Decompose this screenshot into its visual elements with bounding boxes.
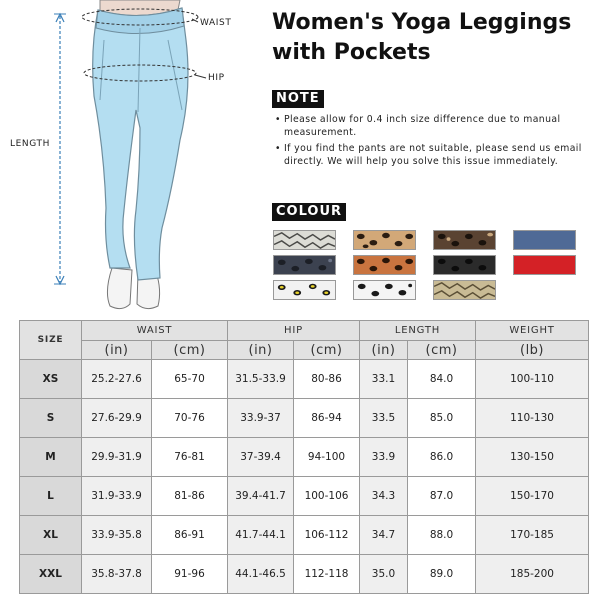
swatch-leopard-dark[interactable]: [433, 230, 496, 250]
table-cell: 31.5-33.9: [228, 360, 294, 399]
table-cell: 33.9-35.8: [82, 516, 152, 555]
table-row: [20, 477, 589, 516]
waist-header: WAIST: [82, 321, 228, 341]
note-item: [275, 142, 590, 168]
size-chart: [19, 320, 588, 593]
table-cell: 70-76: [152, 399, 228, 438]
swatch-leopard-black[interactable]: [433, 255, 496, 275]
swatch-red[interactable]: [513, 255, 576, 275]
table-cell: 87.0: [408, 477, 476, 516]
table-cell: 84.0: [408, 360, 476, 399]
table-cell: 29.9-31.9: [82, 438, 152, 477]
table-cell: 85.0: [408, 399, 476, 438]
table-row: [20, 516, 589, 555]
table-cell: 86.0: [408, 438, 476, 477]
table-cell: 100-110: [476, 360, 589, 399]
swatch-leopard-white[interactable]: [353, 280, 416, 300]
table-cell: 33.5: [360, 399, 408, 438]
swatch-leopard-tan[interactable]: [353, 230, 416, 250]
table-cell: 33.1: [360, 360, 408, 399]
weight-header: WEIGHT: [476, 321, 589, 341]
table-cell: 81-86: [152, 477, 228, 516]
table-cell: 33.9-37: [228, 399, 294, 438]
unit-header: (cm): [294, 341, 360, 360]
table-cell: 150-170: [476, 477, 589, 516]
table-cell: 89.0: [408, 555, 476, 594]
table-cell: 170-185: [476, 516, 589, 555]
table-cell: 44.1-46.5: [228, 555, 294, 594]
table-cell: 35.8-37.8: [82, 555, 152, 594]
size-cell: S: [20, 399, 82, 438]
table-row: [20, 399, 589, 438]
table-cell: 86-91: [152, 516, 228, 555]
note-heading: NOTE: [272, 90, 324, 108]
table-cell: 76-81: [152, 438, 228, 477]
table-row: [20, 438, 589, 477]
unit-header: (cm): [152, 341, 228, 360]
table-cell: 130-150: [476, 438, 589, 477]
table-cell: 185-200: [476, 555, 589, 594]
table-row: [20, 555, 589, 594]
unit-header: (in): [228, 341, 294, 360]
table-header-units: [20, 341, 589, 360]
unit-header: (cm): [408, 341, 476, 360]
table-cell: 34.7: [360, 516, 408, 555]
swatch-navy[interactable]: [513, 230, 576, 250]
length-header: LENGTH: [360, 321, 476, 341]
note-text: Please allow for 0.4 inch size difference due to manual measurement.: [284, 114, 561, 138]
table-cell: 80-86: [294, 360, 360, 399]
title-line-2: with Pockets: [272, 40, 431, 65]
title-line-1: Women's Yoga Leggings: [272, 10, 572, 35]
size-header: SIZE: [20, 321, 82, 360]
note-item: [275, 113, 590, 139]
table-cell: 112-118: [294, 555, 360, 594]
bullet-icon: •: [275, 114, 281, 125]
table-row: [20, 360, 589, 399]
table-cell: 88.0: [408, 516, 476, 555]
leggings-illustration: [0, 0, 270, 318]
swatch-snakeskin-light[interactable]: [273, 230, 336, 250]
table-cell: 31.9-33.9: [82, 477, 152, 516]
unit-header: (in): [360, 341, 408, 360]
swatch-snakeskin-khaki[interactable]: [433, 280, 496, 300]
table-cell: 39.4-41.7: [228, 477, 294, 516]
length-label: LENGTH: [10, 139, 50, 149]
swatch-leopard-grey[interactable]: [273, 255, 336, 275]
table-cell: 33.9: [360, 438, 408, 477]
size-cell: XL: [20, 516, 82, 555]
table-cell: 41.7-44.1: [228, 516, 294, 555]
table-cell: 110-130: [476, 399, 589, 438]
table-cell: 65-70: [152, 360, 228, 399]
colour-heading: COLOUR: [272, 203, 346, 221]
table-cell: 37-39.4: [228, 438, 294, 477]
size-table: [19, 320, 589, 594]
table-cell: 35.0: [360, 555, 408, 594]
unit-header: (in): [82, 341, 152, 360]
hip-label: HIP: [208, 73, 225, 83]
table-cell: 27.6-29.9: [82, 399, 152, 438]
note-text: If you find the pants are not suitable, please send us email directly. We will help you solve this issue immediately.: [284, 143, 582, 167]
note-list: [275, 113, 590, 171]
size-cell: M: [20, 438, 82, 477]
table-cell: 25.2-27.6: [82, 360, 152, 399]
table-cell: 94-100: [294, 438, 360, 477]
swatch-leopard-orange[interactable]: [353, 255, 416, 275]
size-cell: XS: [20, 360, 82, 399]
page-title: [272, 8, 592, 68]
waist-label: WAIST: [200, 18, 232, 28]
size-cell: L: [20, 477, 82, 516]
size-cell: XXL: [20, 555, 82, 594]
table-cell: 106-112: [294, 516, 360, 555]
table-cell: 100-106: [294, 477, 360, 516]
table-cell: 86-94: [294, 399, 360, 438]
table-cell: 34.3: [360, 477, 408, 516]
hip-header: HIP: [228, 321, 360, 341]
swatch-leopard-yellow[interactable]: [273, 280, 336, 300]
leggings-figure: [0, 0, 270, 318]
table-cell: 91-96: [152, 555, 228, 594]
bullet-icon: •: [275, 143, 281, 154]
table-header-groups: [20, 321, 589, 341]
unit-header: (lb): [476, 341, 589, 360]
